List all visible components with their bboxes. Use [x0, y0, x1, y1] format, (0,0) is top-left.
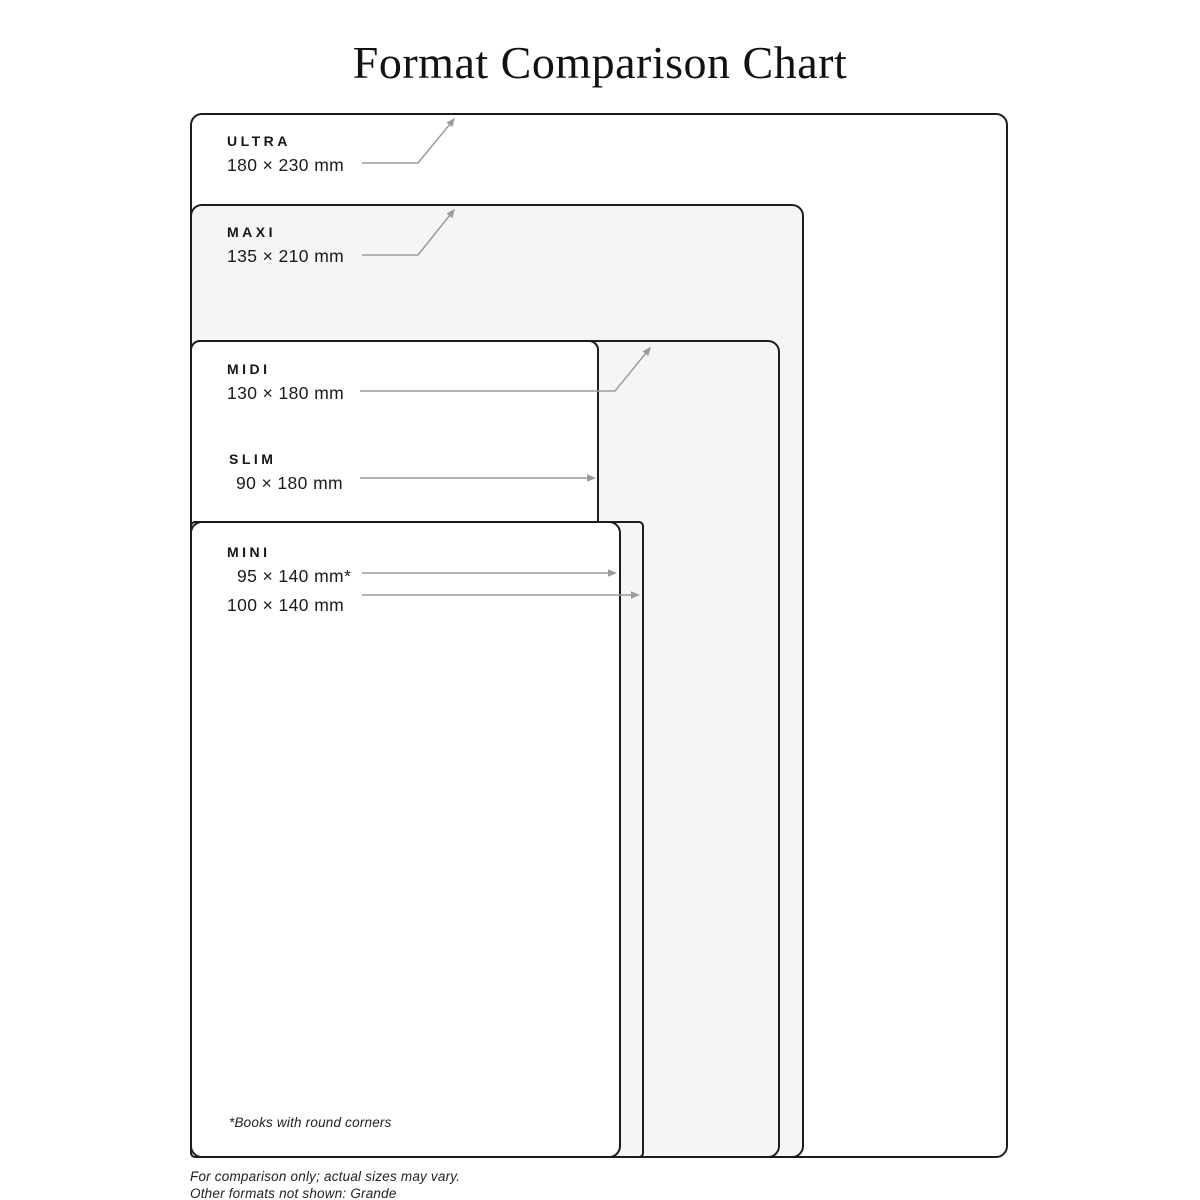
format-name-maxi: MAXI: [227, 224, 276, 240]
disclaimer-line-2: Other formats not shown: Grande: [190, 1186, 397, 1200]
format-label-ultra: [227, 134, 344, 177]
format-name-ultra: ULTRA: [227, 133, 291, 149]
format-name-mini: MINI: [227, 544, 271, 560]
page-title: Format Comparison Chart: [352, 37, 848, 88]
disclaimer-line-1: For comparison only; actual sizes may vary.: [190, 1169, 461, 1184]
format-size-slim: 90 × 180 mm: [236, 473, 344, 493]
format-rect-mini-95: [190, 521, 621, 1158]
format-size-midi: 130 × 180 mm: [227, 383, 345, 403]
format-size-mini-95: 95 × 140 mm*: [237, 566, 352, 586]
format-label-maxi: [227, 225, 344, 268]
round-corners-footnote: *Books with round corners: [229, 1115, 392, 1130]
format-label-mini: [227, 545, 351, 616]
format-label-slim: [229, 452, 343, 495]
format-size-mini-100: 100 × 140 mm: [227, 594, 345, 615]
disclaimer: [190, 1168, 460, 1200]
format-label-midi: [227, 362, 344, 405]
format-name-midi: MIDI: [227, 361, 271, 377]
format-size-maxi: 135 × 210 mm: [227, 246, 345, 266]
format-name-slim: SLIM: [229, 451, 277, 467]
format-size-ultra: 180 × 230 mm: [227, 155, 345, 175]
